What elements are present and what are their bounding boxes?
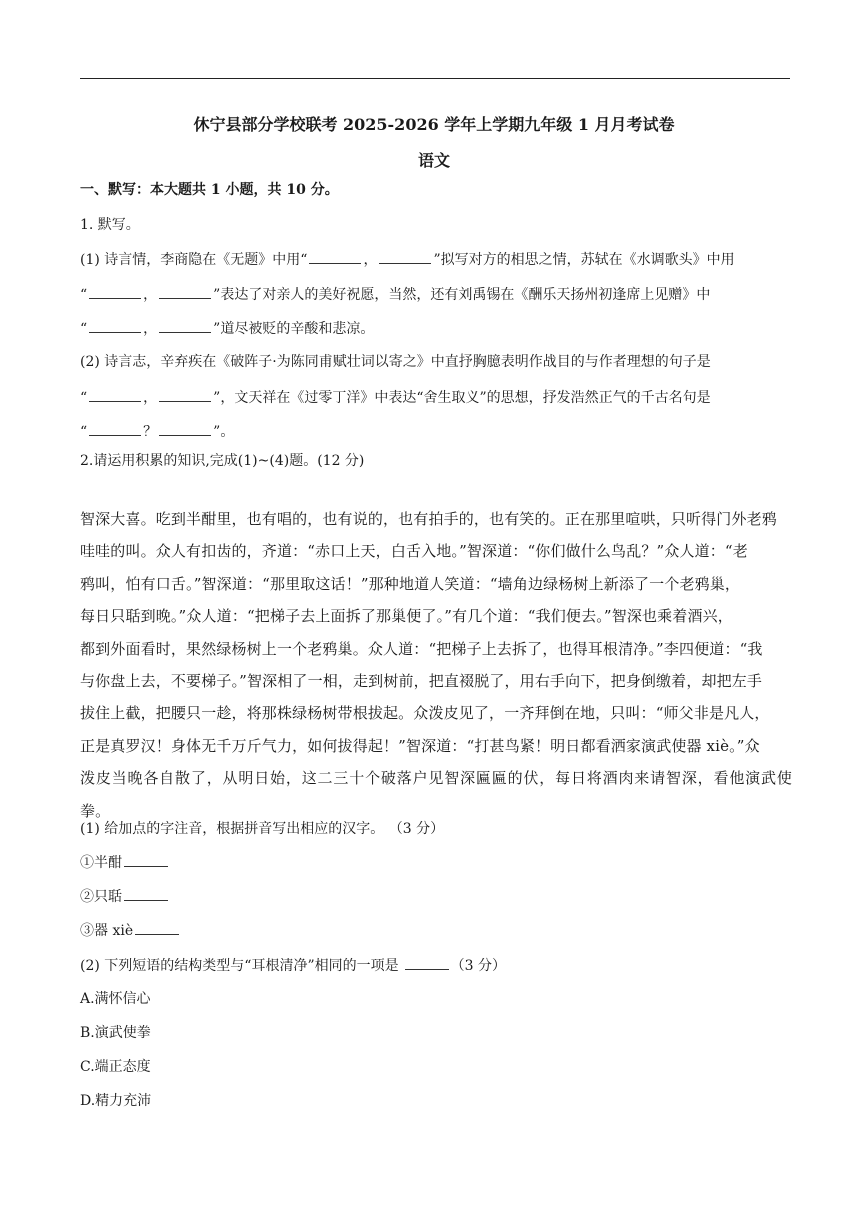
sub-question-2-label: (2) 下列短语的结构类型与“耳根清净”相同的一项是 （3 分） xyxy=(80,955,792,976)
sub-question-1-item-2: ②只聒 xyxy=(80,886,792,907)
sub-question-1-label: (1) 给加点的字注音，根据拼音写出相应的汉字。 （3 分） xyxy=(80,821,445,837)
question-1-2-line-1: (2) 诗言志，辛弃疾在《破阵子·为陈同甫赋壮词以寄之》中直抒胸臆表明作战目的与作者理想的句子是 xyxy=(80,354,711,370)
answer-blank[interactable] xyxy=(124,852,168,867)
answer-blank[interactable] xyxy=(405,955,449,970)
option-d: D.精力充沛 xyxy=(80,1093,152,1109)
answer-blank[interactable] xyxy=(159,284,211,299)
answer-blank[interactable] xyxy=(309,249,361,264)
question-1-1-line-3: “ ， ”道尽被贬的辛酸和悲凉。 xyxy=(80,318,792,339)
answer-blank[interactable] xyxy=(89,421,141,436)
option-c: C.端正态度 xyxy=(80,1059,151,1075)
passage-line: 哇哇的叫。众人有扣齿的，齐道：“赤口上天，白舌入地。”智深道：“你们做什么鸟乱？”众人道：“老 xyxy=(80,542,748,561)
subject-title: 语文 xyxy=(417,151,450,170)
question-1-1-line-2: “ ， ”表达了对亲人的美好祝愿，当然，还有刘禹锡在《酬乐天扬州初逢席上见赠》中 xyxy=(80,284,792,305)
question-1-2-line-3: “ ？ ”。 xyxy=(80,421,792,442)
answer-blank[interactable] xyxy=(159,421,211,436)
passage-line: 每日只聒到晚。”众人道：“把梯子去上面拆了那巢便了。”有几个道：“我们便去。”智深也乘着酒兴， xyxy=(80,607,733,626)
section-heading: 一、默写：本大题共 1 小题，共 10 分。 xyxy=(80,182,339,198)
sub-question-1-item-3: ③器 xiè xyxy=(80,920,792,941)
reading-passage xyxy=(80,503,792,827)
question-1-2-line-2: “ ， ”，文天祥在《过零丁洋》中表达“舍生取义”的思想，抒发浩然正气的千古名句是 xyxy=(80,387,792,408)
answer-blank[interactable] xyxy=(159,318,211,333)
question-1-label: 1. 默写。 xyxy=(80,217,140,233)
answer-blank[interactable] xyxy=(379,249,431,264)
answer-blank[interactable] xyxy=(89,318,141,333)
passage-line: 鸦叫，怕有口舌。”智深道：“那里取这话！”那种地道人笑道：“墙角边绿杨树上新添了一个老鸦巢， xyxy=(80,574,741,593)
answer-blank[interactable] xyxy=(159,387,211,402)
passage-line: 泼皮当晚各自散了，从明日始，这二三十个破落户见智深匾匾的伏，每日将酒肉来请智深，看他演武使拳。 xyxy=(80,769,792,820)
question-1-1-line-1: (1) 诗言情，李商隐在《无题》中用“ ， ”拟写对方的相思之情，苏轼在《水调歌头》中用 xyxy=(80,249,792,270)
option-a: A.满怀信心 xyxy=(80,991,151,1007)
exam-title: 休宁县部分学校联考 2025-2026 学年上学期九年级 1 月月考试卷 xyxy=(193,115,675,134)
answer-blank[interactable] xyxy=(124,886,168,901)
passage-line: 与你盘上去，不要梯子。”智深相了一相，走到树前，把直裰脱了，用右手向下，把身倒缴着，却把左手 xyxy=(80,672,763,691)
question-2-label: 2.请运用积累的知识,完成(1)~(4)题。(12 分) xyxy=(80,453,365,469)
passage-line: 拔住上截，把腰只一趁，将那株绿杨树带根拔起。众泼皮见了，一齐拜倒在地，只叫：“师父非是凡人， xyxy=(80,704,770,723)
passage-line: 都到外面看时，果然绿杨树上一个老鸦巢。众人道：“把梯子上去拆了，也得耳根清净。”李四便道：“我 xyxy=(80,639,763,658)
top-divider xyxy=(80,78,790,79)
answer-blank[interactable] xyxy=(89,387,141,402)
answer-blank[interactable] xyxy=(89,284,141,299)
sub-question-1-item-1: ①半酣 xyxy=(80,852,792,873)
answer-blank[interactable] xyxy=(135,920,179,935)
passage-line: 智深大喜。吃到半酣里，也有唱的，也有说的，也有拍手的，也有笑的。正在那里喧哄，只听得门外老鸦 xyxy=(80,510,777,528)
option-b: B.演武使拳 xyxy=(80,1025,151,1041)
passage-line: 正是真罗汉！身体无千万斤气力，如何拔得起！”智深道：“打甚鸟紧！明日都看洒家演武使器 xiè。”众 xyxy=(80,736,760,755)
